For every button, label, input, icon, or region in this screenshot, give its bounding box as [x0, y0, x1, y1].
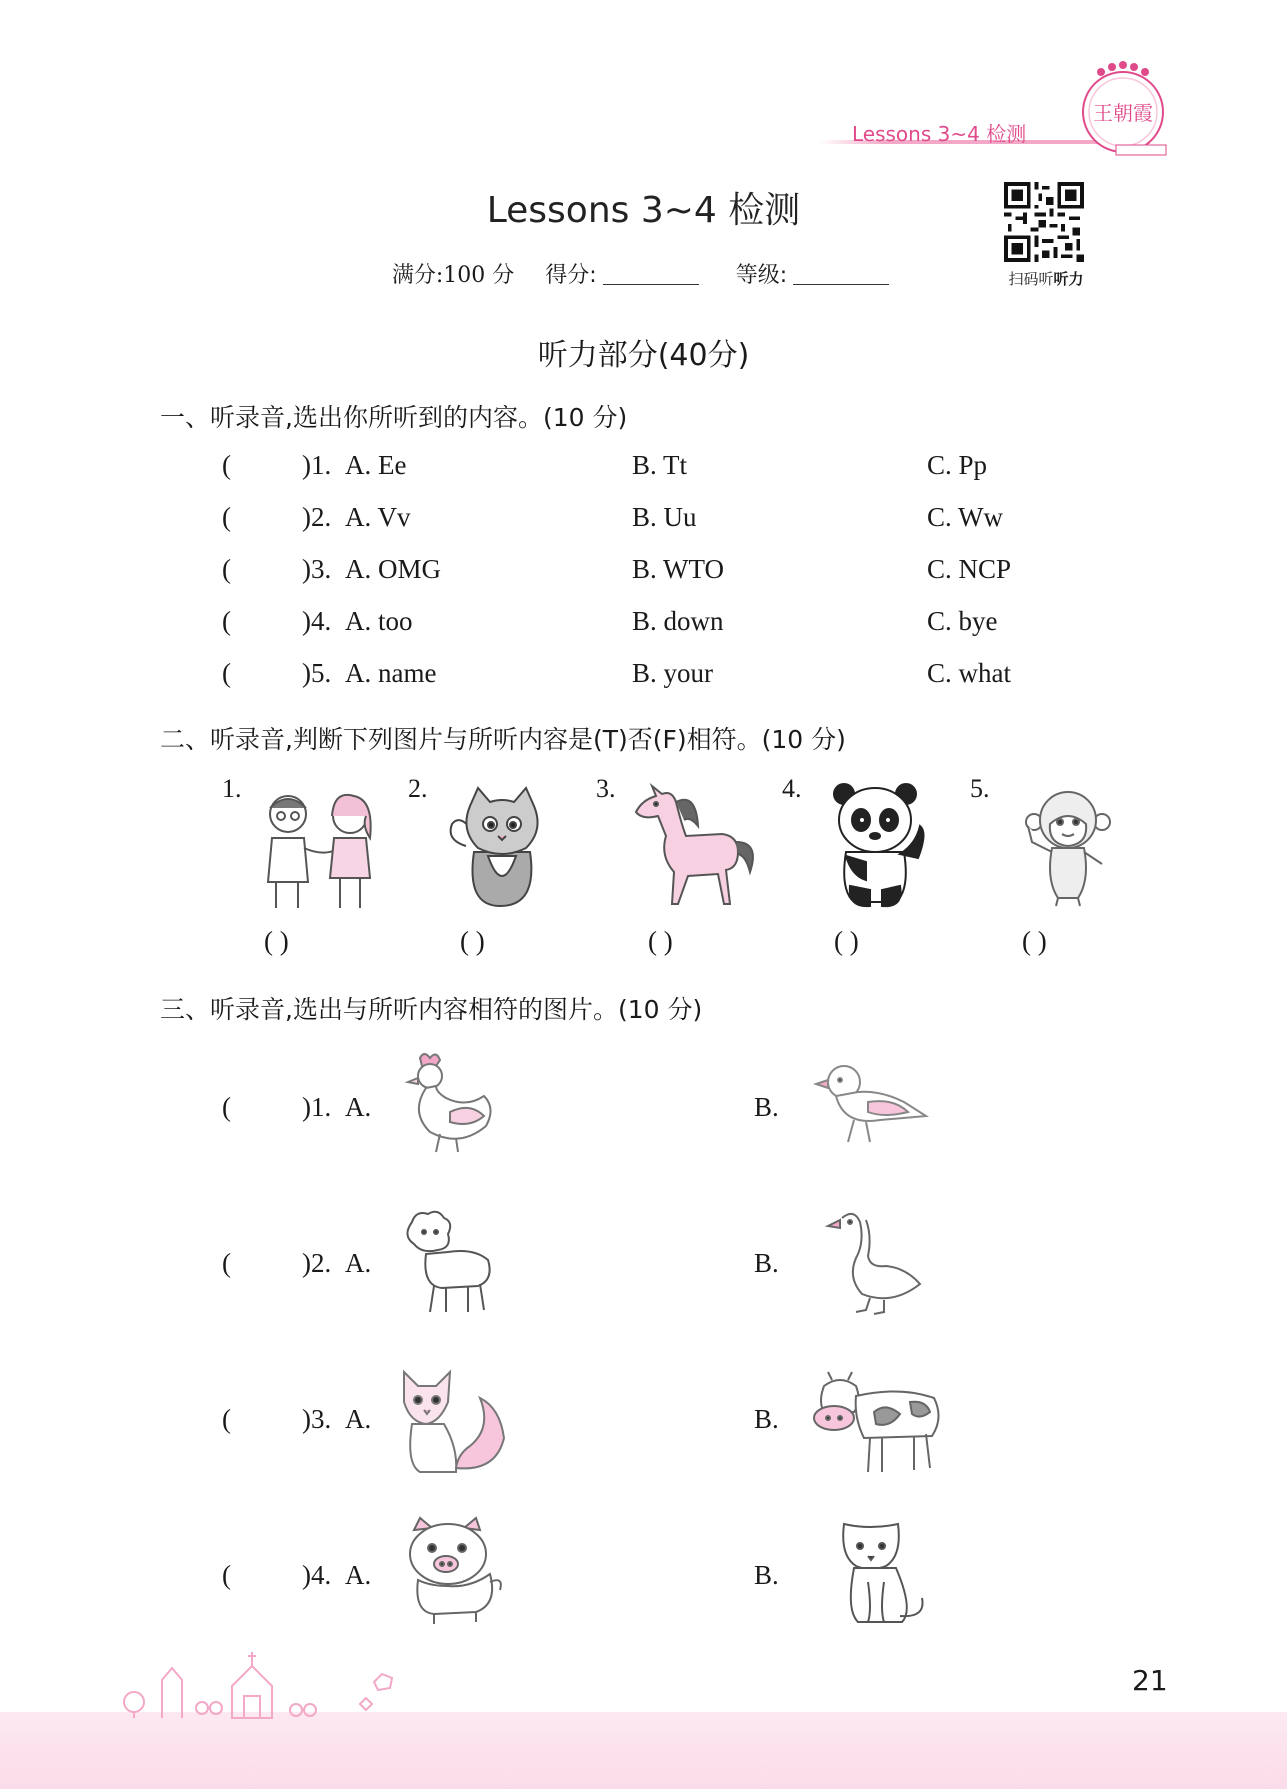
- question-number: )4.: [302, 1560, 332, 1590]
- option-c: C. bye: [927, 606, 998, 636]
- svg-text:王朝霞: 王朝霞: [1093, 101, 1153, 125]
- section2-heading: 二、听录音,判断下列图片与所听内容是(T)否(F)相符。(10 分): [160, 725, 846, 754]
- publisher-logo-icon: [1068, 60, 1178, 160]
- header-lesson-tag: Lessons 3~4 检测: [852, 122, 1027, 146]
- picture-number: 3.: [596, 774, 616, 803]
- section1-item: [222, 450, 1122, 490]
- section3-heading: 三、听录音,选出与所听内容相符的图片。(10 分): [160, 995, 703, 1024]
- option-b: B. WTO: [632, 554, 725, 584]
- question-number: )1.: [302, 450, 332, 480]
- question-number: )4.: [302, 606, 332, 636]
- tf-answer-blank[interactable]: ( ): [1022, 926, 1047, 956]
- option-b: B.: [754, 1248, 779, 1278]
- fox-icon[interactable]: [396, 1368, 512, 1480]
- cow-icon[interactable]: [810, 1372, 946, 1476]
- option-b: B.: [754, 1560, 779, 1590]
- option-a: A. too: [345, 606, 413, 636]
- monkey-icon: [1018, 786, 1118, 910]
- option-c: C. Ww: [927, 502, 1004, 532]
- question-number: )5.: [302, 658, 332, 688]
- pig-icon[interactable]: [400, 1516, 510, 1626]
- grade-blank[interactable]: [793, 264, 889, 285]
- score-label: 得分:: [545, 263, 597, 288]
- picture-number: 1.: [222, 774, 242, 803]
- tf-answer-blank[interactable]: ( ): [264, 926, 289, 956]
- answer-blank[interactable]: (: [222, 1092, 231, 1122]
- kids-handshake-icon: [250, 786, 390, 910]
- question-number: )3.: [302, 554, 332, 584]
- grade-label: 等级:: [735, 263, 788, 288]
- flower-decoration-icon: [372, 1672, 396, 1692]
- option-a: A.: [345, 1248, 372, 1278]
- answer-blank[interactable]: (: [222, 502, 231, 532]
- option-c: C. what: [927, 658, 1011, 688]
- qr-code-icon[interactable]: [1004, 182, 1084, 262]
- score-line: [0, 258, 1287, 289]
- answer-blank[interactable]: (: [222, 1404, 231, 1434]
- section1-heading: 一、听录音,选出你所听到的内容。(10 分): [160, 403, 628, 432]
- option-a: A. OMG: [345, 554, 442, 584]
- tf-answer-blank[interactable]: ( ): [834, 926, 859, 956]
- answer-blank[interactable]: (: [222, 1248, 231, 1278]
- panda-icon: [830, 780, 930, 910]
- cat-icon: [446, 786, 556, 910]
- option-b: B. your: [632, 658, 713, 688]
- sheep-icon[interactable]: [398, 1208, 498, 1318]
- picture-number: 2.: [408, 774, 428, 803]
- goose-icon[interactable]: [826, 1210, 926, 1320]
- picture-number: 4.: [782, 774, 802, 803]
- option-b: B. Uu: [632, 502, 697, 532]
- answer-blank[interactable]: (: [222, 1560, 231, 1590]
- horse-icon: [626, 786, 756, 910]
- option-a: A.: [345, 1092, 372, 1122]
- page-number: 21: [1132, 1664, 1168, 1697]
- picture-number: 5.: [970, 774, 990, 803]
- question-number: )2.: [302, 1248, 332, 1278]
- part-title: 听力部分(40分): [537, 338, 750, 373]
- answer-blank[interactable]: (: [222, 606, 231, 636]
- question-number: )3.: [302, 1404, 332, 1434]
- section1-item: [222, 502, 1122, 542]
- option-c: C. NCP: [927, 554, 1012, 584]
- option-b: B.: [754, 1092, 779, 1122]
- answer-blank[interactable]: (: [222, 554, 231, 584]
- option-a: A.: [345, 1404, 372, 1434]
- question-number: )1.: [302, 1092, 332, 1122]
- answer-blank[interactable]: (: [222, 658, 231, 688]
- section1-item: [222, 658, 1122, 698]
- section1-item: [222, 606, 1122, 646]
- option-a: A. Vv: [345, 502, 411, 532]
- option-a: A. Ee: [345, 450, 407, 480]
- section3-item: [222, 1560, 1122, 1600]
- tf-answer-blank[interactable]: ( ): [460, 926, 485, 956]
- page-title: Lessons 3~4 检测: [486, 190, 801, 231]
- section3-item: [222, 1248, 1122, 1288]
- qr-caption: 扫码听听力: [1008, 270, 1084, 288]
- tf-answer-blank[interactable]: ( ): [648, 926, 673, 956]
- option-b: B. Tt: [632, 450, 688, 480]
- full-score: 满分:100 分: [391, 263, 515, 288]
- footer-band: [0, 1712, 1287, 1789]
- option-a: A.: [345, 1560, 372, 1590]
- score-blank[interactable]: [603, 264, 699, 285]
- question-number: )2.: [302, 502, 332, 532]
- option-a: A. name: [345, 658, 437, 688]
- option-c: C. Pp: [927, 450, 988, 480]
- option-b: B.: [754, 1404, 779, 1434]
- section1-item: [222, 554, 1122, 594]
- dog-icon[interactable]: [836, 1520, 928, 1628]
- section3-item: [222, 1404, 1122, 1444]
- answer-blank[interactable]: (: [222, 450, 231, 480]
- option-b: B. down: [632, 606, 724, 636]
- hen-icon[interactable]: [400, 1052, 504, 1156]
- bird-icon[interactable]: [814, 1060, 934, 1150]
- section3-item: [222, 1092, 1122, 1132]
